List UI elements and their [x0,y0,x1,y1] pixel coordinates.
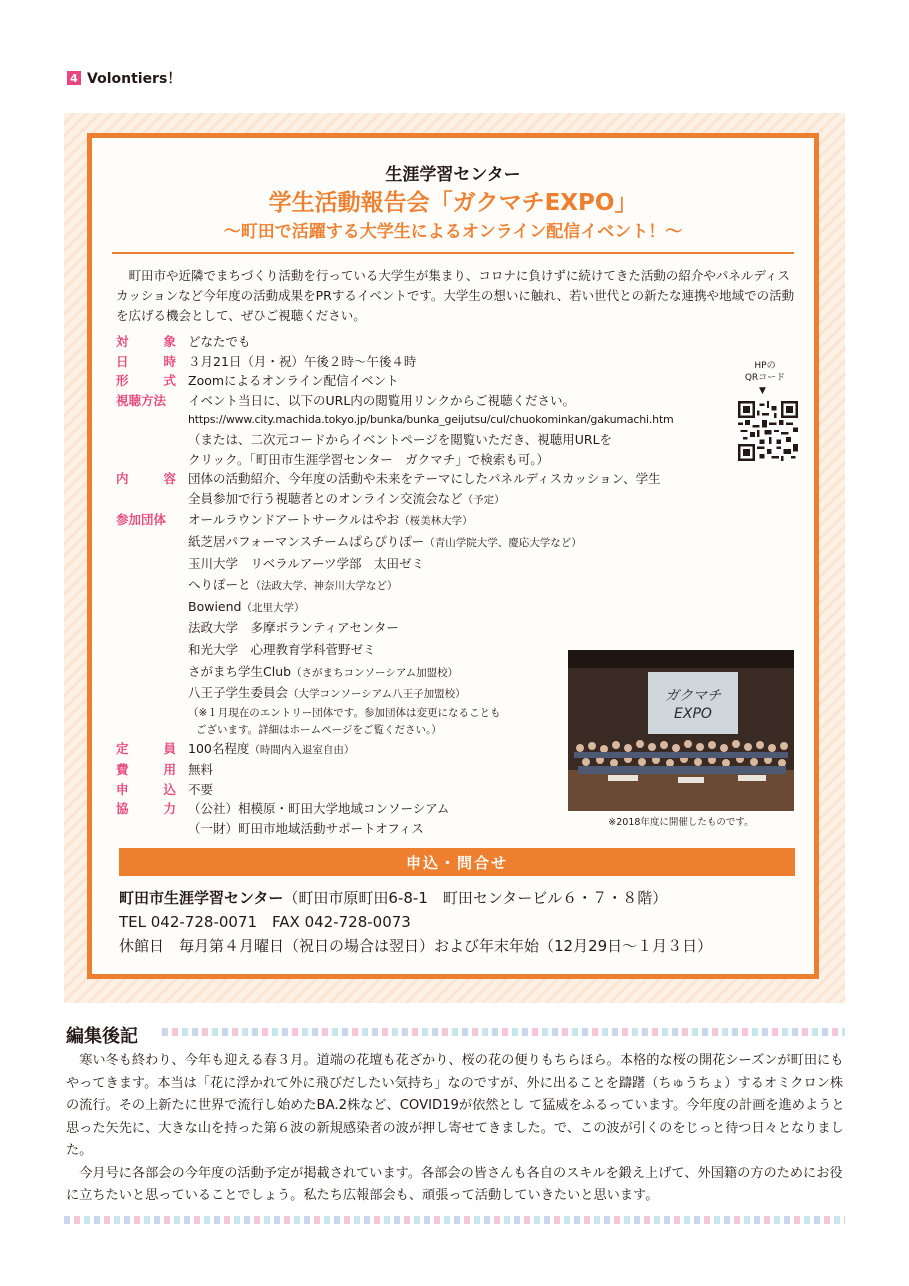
detail-target [116,332,816,352]
format-label: 形式 [116,373,176,389]
format-value: Zoomによるオンライン配信イベント [188,373,399,389]
group-item: 法政大学 多摩ボランティアセンター [188,620,399,636]
viewing-label: 視聴方法 [116,392,167,408]
detail-groups [116,510,816,532]
content-line2: 全員参加で行う視聴者とのオンライン交流会など [188,490,463,506]
groups-footnote-1: （※１月現在のエントリー団体です。参加団体は変更になることも [188,706,501,719]
editor-note-title: 編集後記 [66,1026,138,1047]
photo-screen-text-2: EXPO [674,706,712,722]
capacity-note: （時間内入退室自由） [249,743,355,756]
application-label: 申込 [116,781,176,797]
detail-content [116,469,816,489]
event-intro: 町田市や近隣でまちづくり活動を行っている大学生が集まり、コロナに負けずに続けてきた活動の紹介やパネルディスカッションなど今年度の活動成果をPRするイベントです。大学生の想いに触れ、若い世代との新たな連携や地域での活動を広げる機会として、ぜひご視聴ください。 [116,268,795,323]
editor-paragraph-1: 寒い冬も終わり、今年も迎える春３月。道端の花壇も花ざかり、桜の花の便りもちらほら。本格的な桜の開花シーズンが町田にもやってきます。本当は「花に浮かれて外に飛びだしたい気持ち」なのですが、外に出ることを躊躇（ちゅうちょ）するオミクロン株の流行。その上新たに世界で流行し始めたBA.2株など、COVID19が依然とし て猛威をふるっています。今年度の計画を進めようと思った矢先に、大きな山を持った第６波の新規感染者の波が押し寄せてきました。で、この波が引くのをじっと待つ日々となりました。 [66,1053,845,1158]
fee-label: 費用 [116,762,176,778]
event-photo [568,650,794,811]
group-item: Bowiend（北里大学） [188,598,305,614]
event-box [87,133,819,979]
cooperation-line1: （公社）相模原・町田大学地域コンソーシアム [188,801,450,817]
content-label: 内容 [116,471,176,487]
decorative-dots [162,1028,845,1036]
detail-format [116,371,816,391]
event-title: 学生活動報告会「ガクマチEXPO」 [268,190,638,216]
datetime-value: ３月21日（月・祝）午後２時〜午後４時 [188,353,417,369]
editor-paragraph-2: 今月号に各部会の今年度の活動予定が掲載されています。各部会の皆さんも各自のスキルを鍛え上げて、外国籍の方のためにお役に立ちたいと思っていることでしょう。私たち広報部会も、頑張って活動していきたいと思います。 [66,1165,843,1203]
photo-screen-text-1: ガクマチ [665,688,721,704]
content-line1: 団体の活動紹介、今年度の活動や未来をテーマにしたパネルディスカッション、学生 [188,471,661,487]
content-line2-note: （予定） [462,493,505,506]
capacity-label: 定員 [116,740,176,756]
photo-caption: ※2018年度に開催したものです。 [608,817,754,828]
title-divider [112,252,794,254]
datetime-label: 日時 [116,353,176,369]
contact-phone-fax: TEL 042-728-0071 FAX 042-728-0073 [119,913,411,931]
detail-datetime [116,352,816,372]
group-item: へりぽーと（法政大学、神奈川大学など） [188,577,398,593]
detail-viewing [116,391,816,411]
contact-heading: 申込・問合せ [119,848,795,876]
group-item: オールラウンドアートサークルはやお（桜美林大学） [188,512,473,528]
cooperation-line2: （一財）町田市地域活動サポートオフィス [188,821,424,837]
groups-footnote-2: ございます。詳細はホームページをご覧ください。） [196,723,442,736]
viewing-line3: クリック。「町田市生涯学習センター ガクマチ」で検索も可。） [188,451,550,467]
event-url-link[interactable]: https://www.city.machida.tokyo.jp/bunka/bunka_geijutsu/cul/chuokominkan/gakumachi.htm [188,413,674,427]
qr-label: HPの QRコード [744,361,786,383]
qr-code[interactable] [738,401,798,461]
contact-address: （町田市原町田6-8-1 町田センタービル６・７・８階） [283,889,668,907]
group-item: 玉川大学 リベラルアーツ学部 太田ゼミ [188,555,425,571]
viewing-line1: イベント当日に、以下のURL内の閲覧用リンクからご視聴ください。 [188,392,576,408]
arrow-down-icon: ▼ [759,386,766,396]
contact-name: 町田市生涯学習センター [119,889,284,907]
target-label: 対象 [116,334,176,349]
target-value: どなたでも [188,334,251,349]
group-item: 和光大学 心理教育学科菅野ゼミ [188,641,376,657]
newsletter-name: Volontiers！ [87,71,182,87]
application-value: 不要 [188,781,214,797]
contact-closed-days: 休館日 毎月第４月曜日（祝日の場合は翌日）および年末年始（12月29日〜１月３日） [119,937,713,955]
groups-label: 参加団体 [116,512,167,528]
fee-value: 無料 [188,762,214,778]
page-header [67,68,181,88]
organizer-title: 生涯学習センター [385,165,521,185]
viewing-line2: （または、二次元コードからイベントページを閲覧いただき、視聴用URLを [188,431,613,447]
contact-info [119,886,809,958]
group-item: 八王子学生委員会（大学コンソーシアム八王子加盟校） [188,685,466,701]
group-item: 紙芝居パフォーマンスチームぱらぴりぽー（青山学院大学、慶応大学など） [188,533,582,549]
capacity-value: 100名程度 [188,740,250,756]
decorative-dots-bottom [64,1216,845,1224]
group-item: さがまち学生Club（さがまちコンソーシアム加盟校） [188,663,459,679]
editor-note-text [66,1050,846,1208]
cooperation-label: 協力 [116,801,176,817]
page-number: 4 [67,71,81,85]
event-subtitle: 〜町田で活躍する大学生によるオンライン配信イベント！〜 [223,222,683,242]
